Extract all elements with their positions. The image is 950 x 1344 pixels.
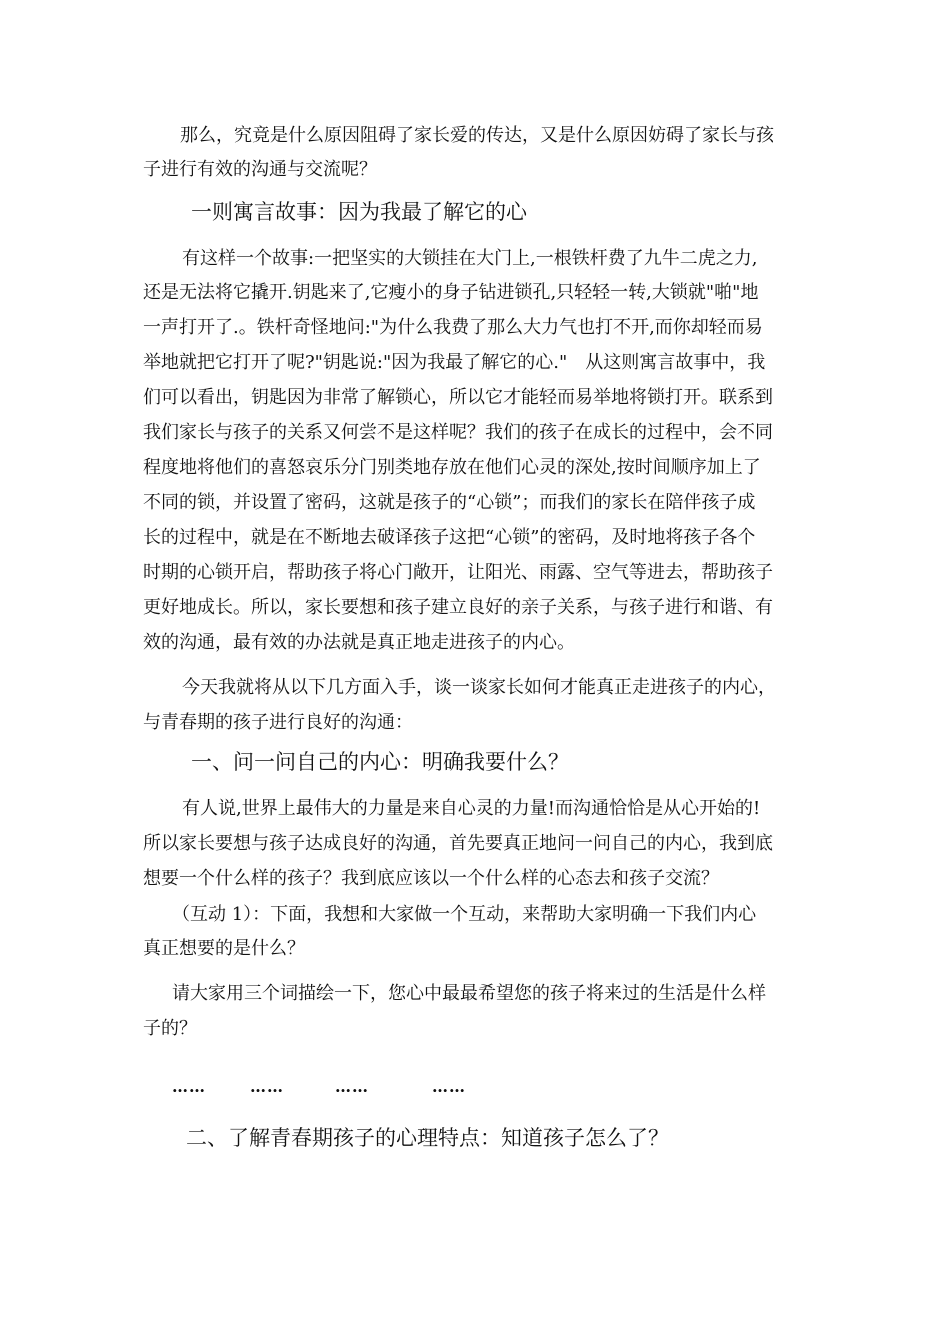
fable-line-4: 举地就把它打开了呢?"钥匙说:"因为我最了解它的心." 从这则寓言故事中，我 — [143, 352, 766, 373]
section1-line-3: 想要一个什么样的孩子？我到底应该以一个什么样的心态去和孩子交流？ — [143, 868, 719, 889]
ellipsis-3: …… — [335, 1077, 369, 1096]
ellipsis-4: …… — [432, 1077, 466, 1096]
today-line-1: 今天我就将从以下几方面入手，谈一谈家长如何才能真正走进孩子的内心， — [182, 677, 776, 698]
fable-line-10: 时期的心锁开启，帮助孩子将心门敞开，让阳光、雨露、空气等进去，帮助孩子 — [143, 562, 773, 583]
fable-line-8: 不同的锁，并设置了密码，这就是孩子的“心锁”；而我们的家长在陪伴孩子成 — [143, 492, 756, 513]
ellipsis-2: …… — [250, 1077, 284, 1096]
fable-line-3: 一声打开了.。铁杆奇怪地问:"为什么我费了那么大力气也打不开,而你却轻而易 — [143, 317, 763, 338]
fable-line-1: 有这样一个故事:一把坚实的大锁挂在大门上,一根铁杆费了九牛二虎之力, — [182, 248, 758, 269]
section1-line-1: 有人说,世界上最伟大的力量是来自心灵的力量!而沟通恰恰是从心开始的! — [182, 798, 761, 819]
fable-line-9: 长的过程中，就是在不断地去破译孩子这把“心锁”的密码，及时地将孩子各个 — [143, 527, 756, 548]
section2-heading: 二、了解青春期孩子的心理特点：知道孩子怎么了？ — [186, 1126, 669, 1150]
fable-line-11: 更好地成长。所以，家长要想和孩子建立良好的亲子关系，与孩子进行和谐、有 — [143, 597, 773, 618]
intro-line-2: 子进行有效的沟通与交流呢？ — [143, 159, 377, 180]
question-line-2: 子的？ — [143, 1018, 197, 1039]
fable-line-6: 我们家长与孩子的关系又何尝不是这样呢？我们的孩子在成长的过程中，会不同 — [143, 422, 773, 443]
fable-line-2: 还是无法将它撬开.钥匙来了,它瘦小的身子钻进锁孔,只轻轻一转,大锁就"啪"地 — [143, 282, 759, 303]
question-line-1: 请大家用三个词描绘一下，您心中最最希望您的孩子将来过的生活是什么样 — [172, 983, 766, 1004]
intro-line-1: 那么，究竟是什么原因阻碍了家长爱的传达，又是什么原因妨碍了家长与孩 — [180, 125, 774, 146]
fable-line-12: 效的沟通，最有效的办法就是真正地走进孩子的内心。 — [143, 632, 575, 653]
interaction-line-1: （互动 1）：下面，我想和大家做一个互动，来帮助大家明确一下我们内心 — [172, 904, 757, 925]
interaction-line-2: 真正想要的是什么？ — [143, 938, 305, 959]
today-line-2: 与青春期的孩子进行良好的沟通： — [143, 712, 413, 733]
fable-heading: 一则寓言故事：因为我最了解它的心 — [191, 200, 527, 224]
fable-line-7: 程度地将他们的喜怒哀乐分门别类地存放在他们心灵的深处,按时间顺序加上了 — [143, 457, 761, 478]
fable-line-5: 们可以看出，钥匙因为非常了解锁心，所以它才能轻而易举地将锁打开。联系到 — [143, 387, 773, 408]
ellipsis-1: …… — [172, 1077, 206, 1096]
section1-heading: 一、问一问自己的内心：明确我要什么？ — [191, 750, 569, 774]
section1-line-2: 所以家长要想与孩子达成良好的沟通，首先要真正地问一问自己的内心，我到底 — [143, 833, 773, 854]
